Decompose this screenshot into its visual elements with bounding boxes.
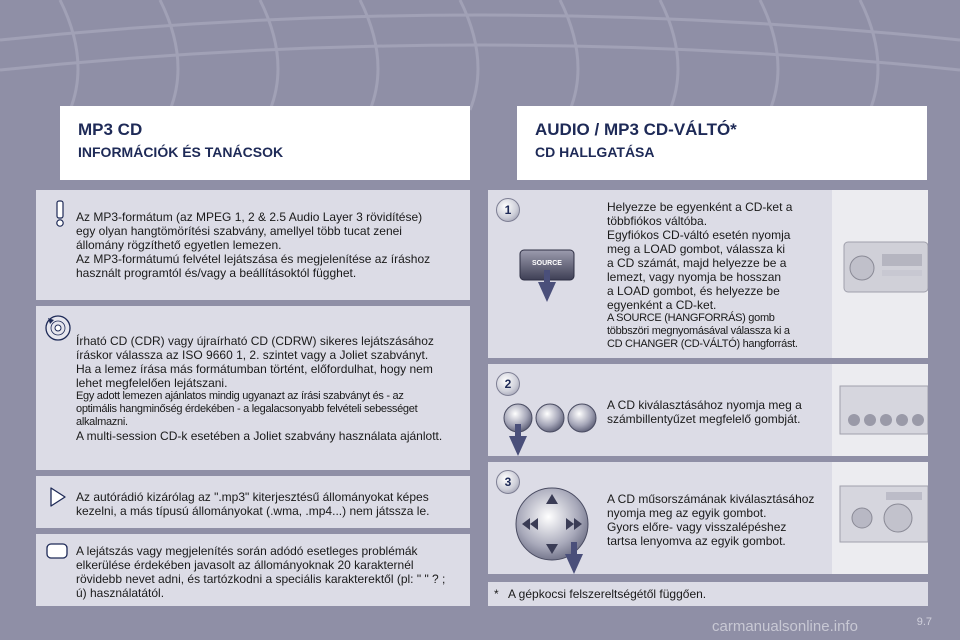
info-box-file-types — [36, 476, 470, 528]
number-keys-illustration — [502, 400, 602, 456]
section-subtitle: CD HALLGATÁSA — [535, 144, 655, 160]
step-2-box — [488, 364, 928, 456]
source-button-label: SOURCE — [532, 260, 562, 267]
watermark: carmanualsonline.info — [712, 618, 858, 635]
step-3-badge: 3 — [496, 470, 520, 494]
radio-photo-3 — [832, 462, 928, 574]
info-box-cd-writing — [36, 306, 470, 470]
box4-text: A lejátszás vagy megjelenítés során adódó esetleges problémák elkerülése érdekében javasolt az állományoknak 20 karakternél rövidebb nevet adni, és tartózkodni a speciális karakterektől (pl: " " ? ; ú) használatától. — [76, 544, 446, 600]
radio-pad-illustration — [832, 462, 928, 574]
step-2-text: A CD kiválasztásához nyomja meg a számbillentyűzet megfelelő gombját. — [607, 398, 802, 426]
box3-text: Az autórádió kizárólag az ".mp3" kiterjesztésű állományokat képes kezelni, a más típusú állományokat (.wma, .mp4...) nem játssza le. — [76, 490, 430, 518]
cd-icon — [44, 314, 72, 342]
step-1-box — [488, 190, 928, 358]
footnote-box — [488, 582, 928, 606]
exclamation-icon — [46, 198, 74, 228]
display-icon — [44, 540, 70, 564]
direction-pad-illustration — [512, 484, 602, 574]
section-title: AUDIO / MP3 CD-VÁLTÓ* — [535, 120, 737, 139]
step-2-badge: 2 — [496, 372, 520, 396]
step-1-text: Helyezze be egyenként a CD-ket a többfiókos váltóba. Egyfiókos CD-váltó esetén nyomja meg a LOAD gombot, válassza ki a CD számát, majd helyezze be a lemezt, vagy nyomja be hosszan a LOAD gombot, és helyezze be egyenként a CD-ket. A SOURCE (HANGFORRÁS) gomb többszöri megnyomásával válassza ki a CD CHANGER (CD-VÁLTÓ) hangforrást. — [607, 200, 798, 350]
page-title: MP3 CD — [78, 120, 143, 139]
footnote-text: A gépkocsi felszereltségétől függően. — [508, 587, 707, 601]
right-header — [517, 106, 927, 180]
radio-keys-illustration — [832, 364, 928, 456]
radio-unit-illustration — [832, 190, 928, 358]
radio-photo-1 — [832, 190, 928, 358]
box1-text: Az MP3-formátum (az MPEG 1, 2 & 2.5 Audio Layer 3 rövidítése) egy olyan hangtömörítési szabvány, amellyel több tucat zenei állomány rögzíthető egyetlen lemezen. Az MP3-formátumú felvétel lejátszása és megjelenítése az íráshoz használt programtól és/vagy a beállításoktól függhet. — [76, 210, 431, 280]
step-1-badge: 1 — [496, 198, 520, 222]
source-button-illustration — [516, 240, 578, 302]
play-icon — [44, 484, 70, 510]
page-number: 9.7 — [916, 616, 932, 628]
box2-text: Írható CD (CDR) vagy újraírható CD (CDRW) sikeres lejátszásához íráskor válassza az ISO 9660 1, 2. szintet vagy a Joliet szabványt. Ha a lemez írása más formátumban történt, előfordulhat, hogy nem lehet megfelelően lejátszani. Egy adott lemezen ajánlatos mindig ugyanazt az írási szabványt és - az optimális hangminőség érdekében - a legalacsonyabb felvételi sebességet alkalmazni. A multi-session CD-k esetében a Joliet szabvány használata ajánlott. — [76, 334, 443, 443]
step-3-box — [488, 462, 928, 574]
left-header — [60, 106, 470, 180]
info-box-file-names — [36, 534, 470, 606]
radio-photo-2 — [832, 364, 928, 456]
page-subtitle: INFORMÁCIÓK ÉS TANÁCSOK — [78, 144, 284, 160]
footnote-star: * — [494, 587, 499, 601]
step-3-text: A CD műsorszámának kiválasztásához nyomja meg az egyik gombot. Gyors előre- vagy visszalépéshez tartsa lenyomva az egyik gombot. — [607, 492, 815, 548]
info-box-mp3-format — [36, 190, 470, 300]
